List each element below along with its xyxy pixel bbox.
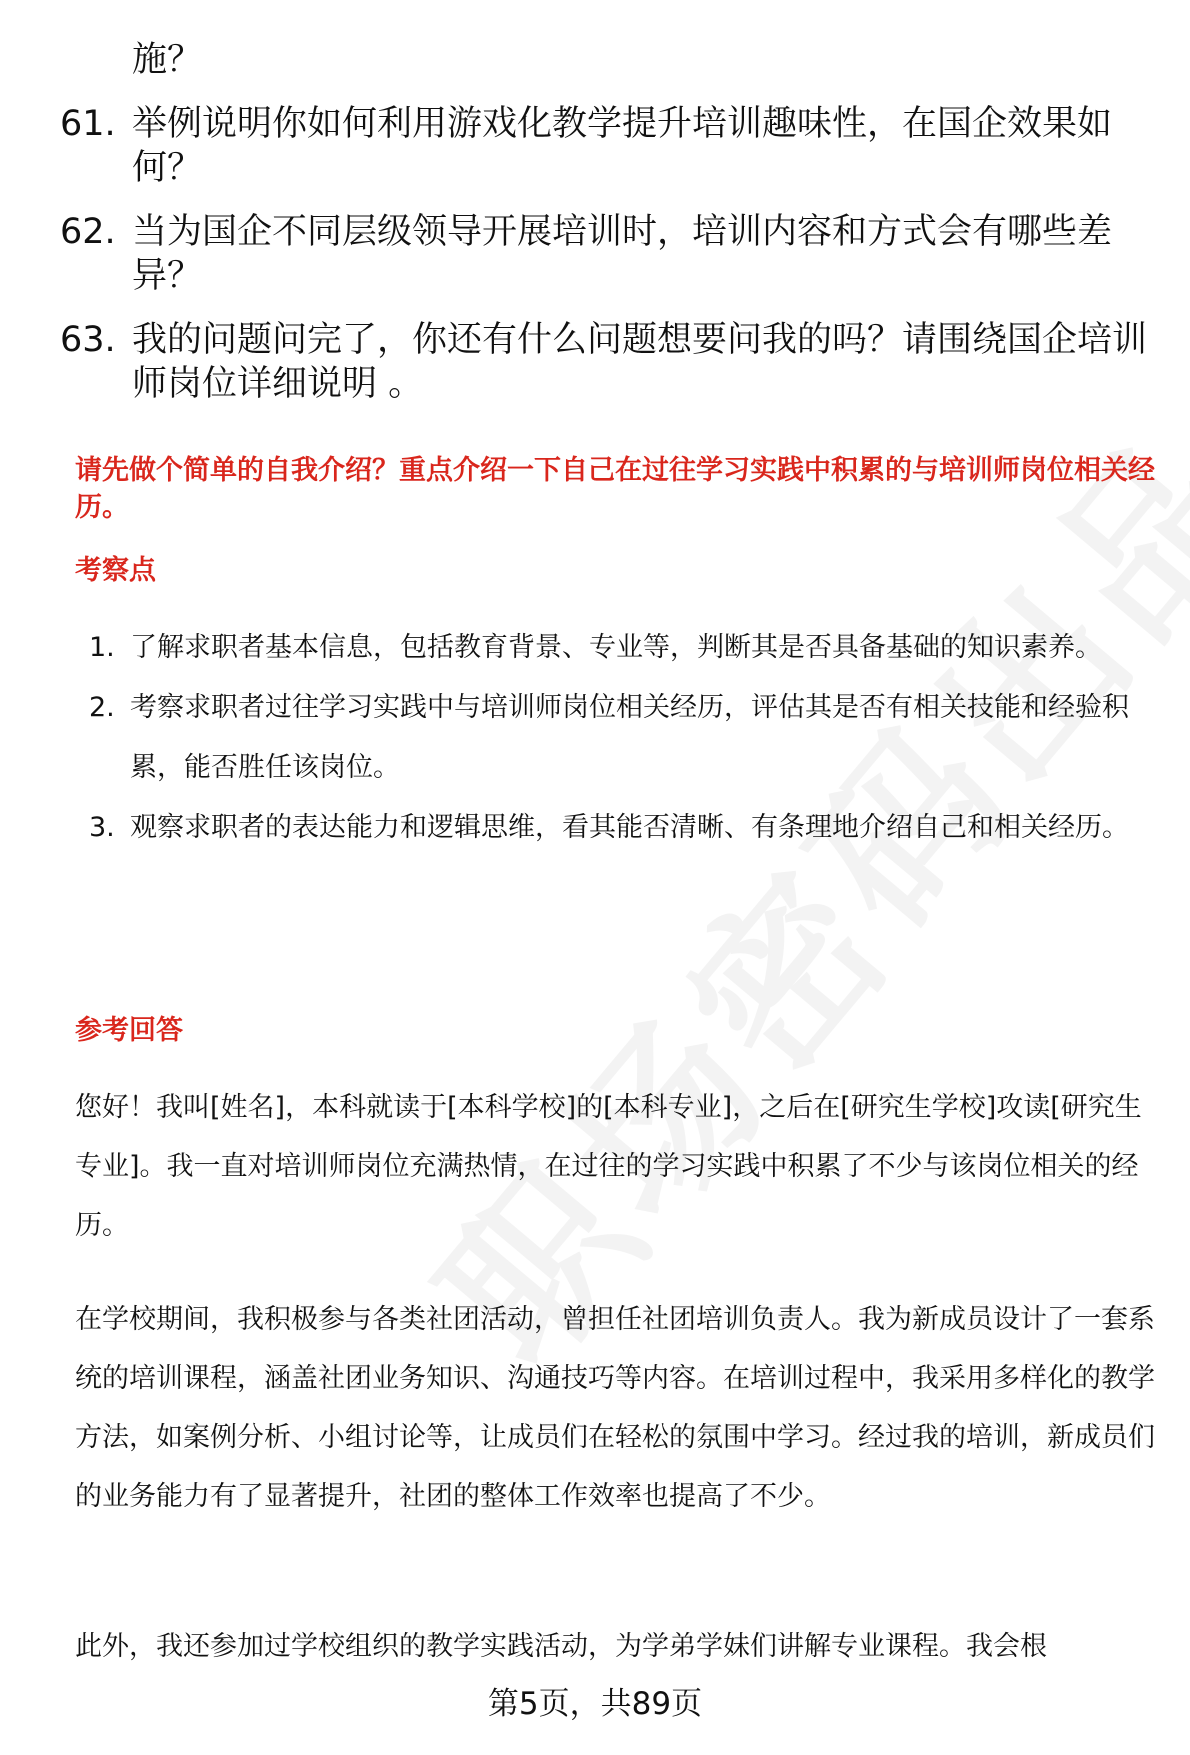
answer-paragraph: 此外，我还参加过学校组织的教学实践活动，为学弟学妹们讲解专业课程。我会根: [75, 1631, 1047, 1662]
point-text: 观察求职者的表达能力和逻辑思维，看其能否清晰、有条理地介绍自己和相关经历。: [130, 812, 1129, 843]
question-number: 61.: [60, 104, 116, 144]
question-text: 举例说明你如何利用游戏化教学提升培训趣味性，在国企效果如何？: [132, 104, 1113, 188]
question-text: 我的问题问完了，你还有什么问题想要问我的吗？请围绕国企培训师岗位详细说明 。: [132, 320, 1148, 404]
question-title: 请先做个简单的自我介绍？重点介绍一下自己在过往学习实践中积累的与培训师岗位相关经历。: [75, 455, 1155, 523]
point-item: [75, 798, 1155, 858]
question-item: [60, 38, 1150, 82]
question-number: 62.: [60, 212, 116, 252]
answer-paragraph: 您好！我叫[姓名]，本科就读于[本科学校]的[本科专业]，之后在[研究生学校]攻读[研究生专业]。我一直对培训师岗位充满热情，在过往的学习实践中积累了不少与该岗位相关的经历。: [75, 1092, 1142, 1241]
question-item: [60, 318, 1150, 406]
points-heading: 考察点: [75, 555, 156, 586]
point-number: 1.: [89, 632, 115, 663]
answer-paragraph: 在学校期间，我积极参与各类社团活动，曾担任社团培训负责人。我为新成员设计了一套系统的培训课程，涵盖社团业务知识、沟通技巧等内容。在培训过程中，我采用多样化的教学方法，如案例分析、小组讨论等，让成员们在轻松的氛围中学习。经过我的培训，新成员们的业务能力有了显著提升，社团的整体工作效率也提高了不少。: [75, 1304, 1155, 1512]
point-text: 了解求职者基本信息，包括教育背景、专业等，判断其是否具备基础的知识素养。: [130, 632, 1102, 663]
answer-heading: 参考回答: [75, 1015, 183, 1046]
points-list: [75, 618, 1155, 858]
question-item: [60, 102, 1150, 190]
point-number: 3.: [89, 812, 115, 843]
page-footer: 第5页，共89页: [487, 1686, 703, 1722]
question-text: 当为国企不同层级领导开展培训时，培训内容和方式会有哪些差异？: [132, 212, 1113, 296]
point-item: [75, 678, 1155, 798]
point-item: [75, 618, 1155, 678]
point-number: 2.: [89, 692, 115, 723]
question-text: 施？: [132, 40, 203, 80]
point-text: 考察求职者过往学习实践中与培训师岗位相关经历，评估其是否有相关技能和经验积累，能否胜任该岗位。: [130, 692, 1129, 783]
question-list: [60, 38, 1150, 426]
question-number: 63.: [60, 320, 116, 360]
question-item: [60, 210, 1150, 298]
